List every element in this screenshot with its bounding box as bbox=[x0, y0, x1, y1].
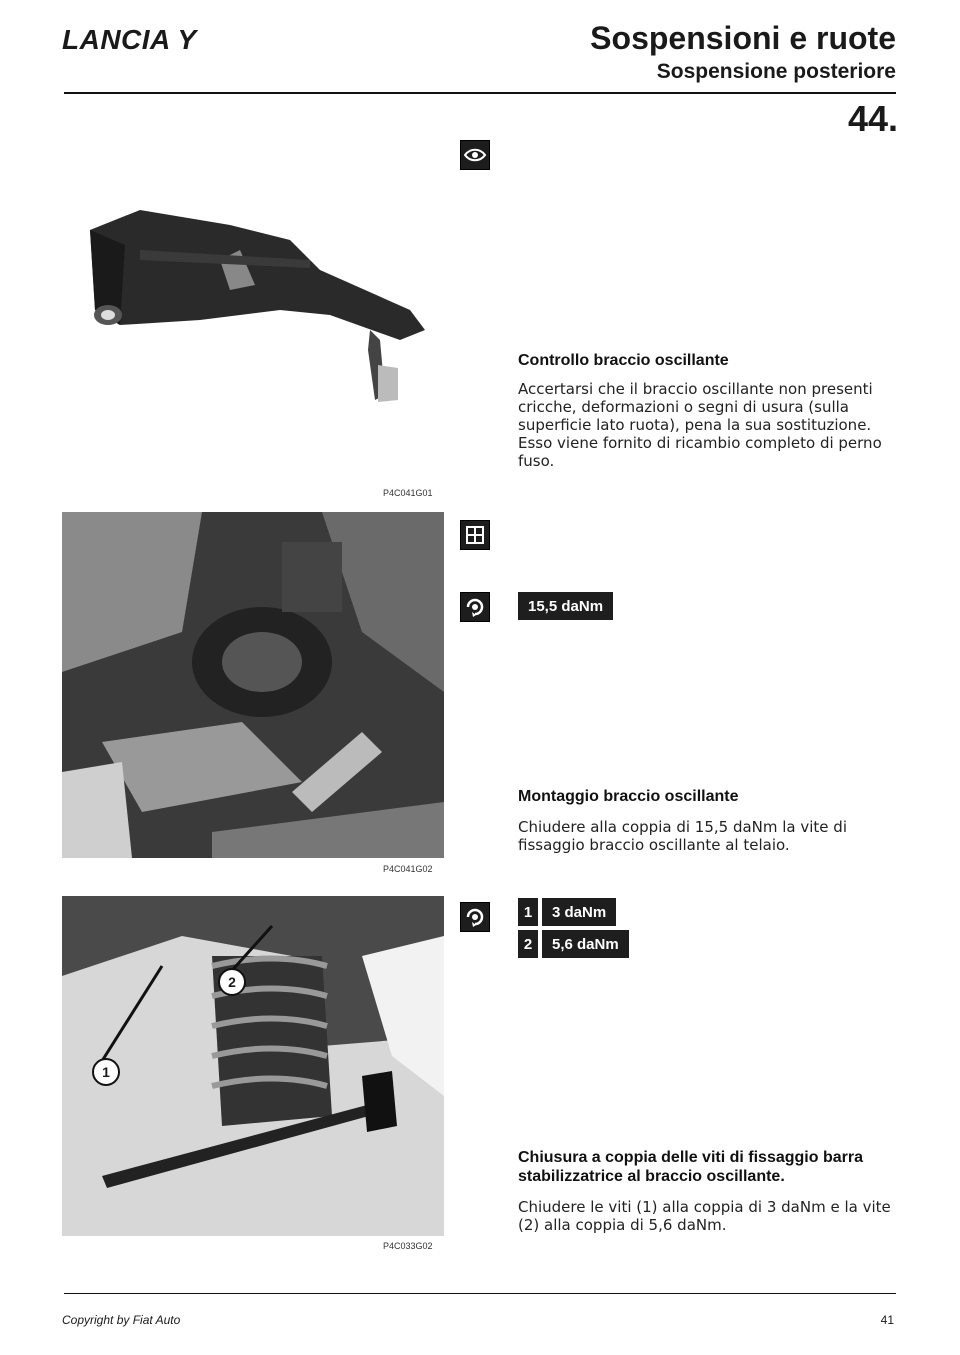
swing-arm-illustration bbox=[80, 190, 440, 440]
stabilizer-photo bbox=[62, 896, 444, 1236]
callout-1-label: 1 bbox=[102, 1064, 110, 1080]
step-2-heading: Montaggio braccio oscillante bbox=[518, 788, 739, 805]
callout-2 bbox=[218, 968, 246, 996]
header-divider bbox=[64, 92, 896, 94]
step-1-text: Accertarsi che il braccio oscillante non presenti cricche, deformazioni o segni di usura (sulla superficie lato ruota), pena la sua sostituzione. Esso viene fornito di ricambio completo di perno fuso. bbox=[518, 380, 882, 470]
subsection-title: Sospensione posteriore bbox=[656, 60, 896, 83]
step-2-text: Chiudere alla coppia di 15,5 daNm la vite di fissaggio braccio oscillante al telaio. bbox=[518, 818, 847, 854]
page-number: 41 bbox=[880, 1313, 894, 1327]
callout-1 bbox=[92, 1058, 120, 1086]
figure-2-caption: P4C041G02 bbox=[383, 864, 433, 874]
step-1-heading: Controllo braccio oscillante bbox=[518, 352, 729, 369]
torque-row-2-value: 5,6 daNm bbox=[542, 930, 629, 958]
brand-title: LANCIA Y bbox=[62, 24, 197, 55]
torque-wrench-icon bbox=[460, 592, 490, 622]
torque-row-2-num: 2 bbox=[518, 930, 538, 958]
assembly-icon bbox=[460, 520, 490, 550]
torque-value: 15,5 daNm bbox=[528, 597, 604, 615]
torque-row-1-value: 3 daNm bbox=[542, 898, 616, 926]
footer-divider bbox=[64, 1293, 896, 1294]
figure-swing-arm bbox=[80, 190, 440, 440]
section-title: Sospensioni e ruote bbox=[590, 20, 896, 56]
figure-stabilizer-bar bbox=[62, 896, 444, 1236]
torque-row-2 bbox=[518, 930, 629, 958]
callout-2-label: 2 bbox=[228, 974, 236, 990]
torque-badge-main bbox=[518, 592, 613, 620]
torque-row-1 bbox=[518, 898, 616, 926]
eye-icon bbox=[460, 140, 490, 170]
figure-underside-mounting bbox=[62, 512, 444, 858]
figure-1-caption: P4C041G01 bbox=[383, 488, 433, 498]
torque-wrench-icon-step3 bbox=[460, 902, 490, 932]
figure-3-caption: P4C033G02 bbox=[383, 1241, 433, 1251]
page-reference: 44. bbox=[847, 98, 898, 139]
step-3-heading: Chiusura a coppia delle viti di fissaggio barra stabilizzatrice al braccio oscillante. bbox=[518, 1149, 863, 1185]
copyright: Copyright by Fiat Auto bbox=[62, 1313, 181, 1327]
torque-row-1-num: 1 bbox=[518, 898, 538, 926]
underside-photo bbox=[62, 512, 444, 858]
step-3-text: Chiudere le viti (1) alla coppia di 3 daNm e la vite (2) alla coppia di 5,6 daNm. bbox=[518, 1198, 891, 1234]
